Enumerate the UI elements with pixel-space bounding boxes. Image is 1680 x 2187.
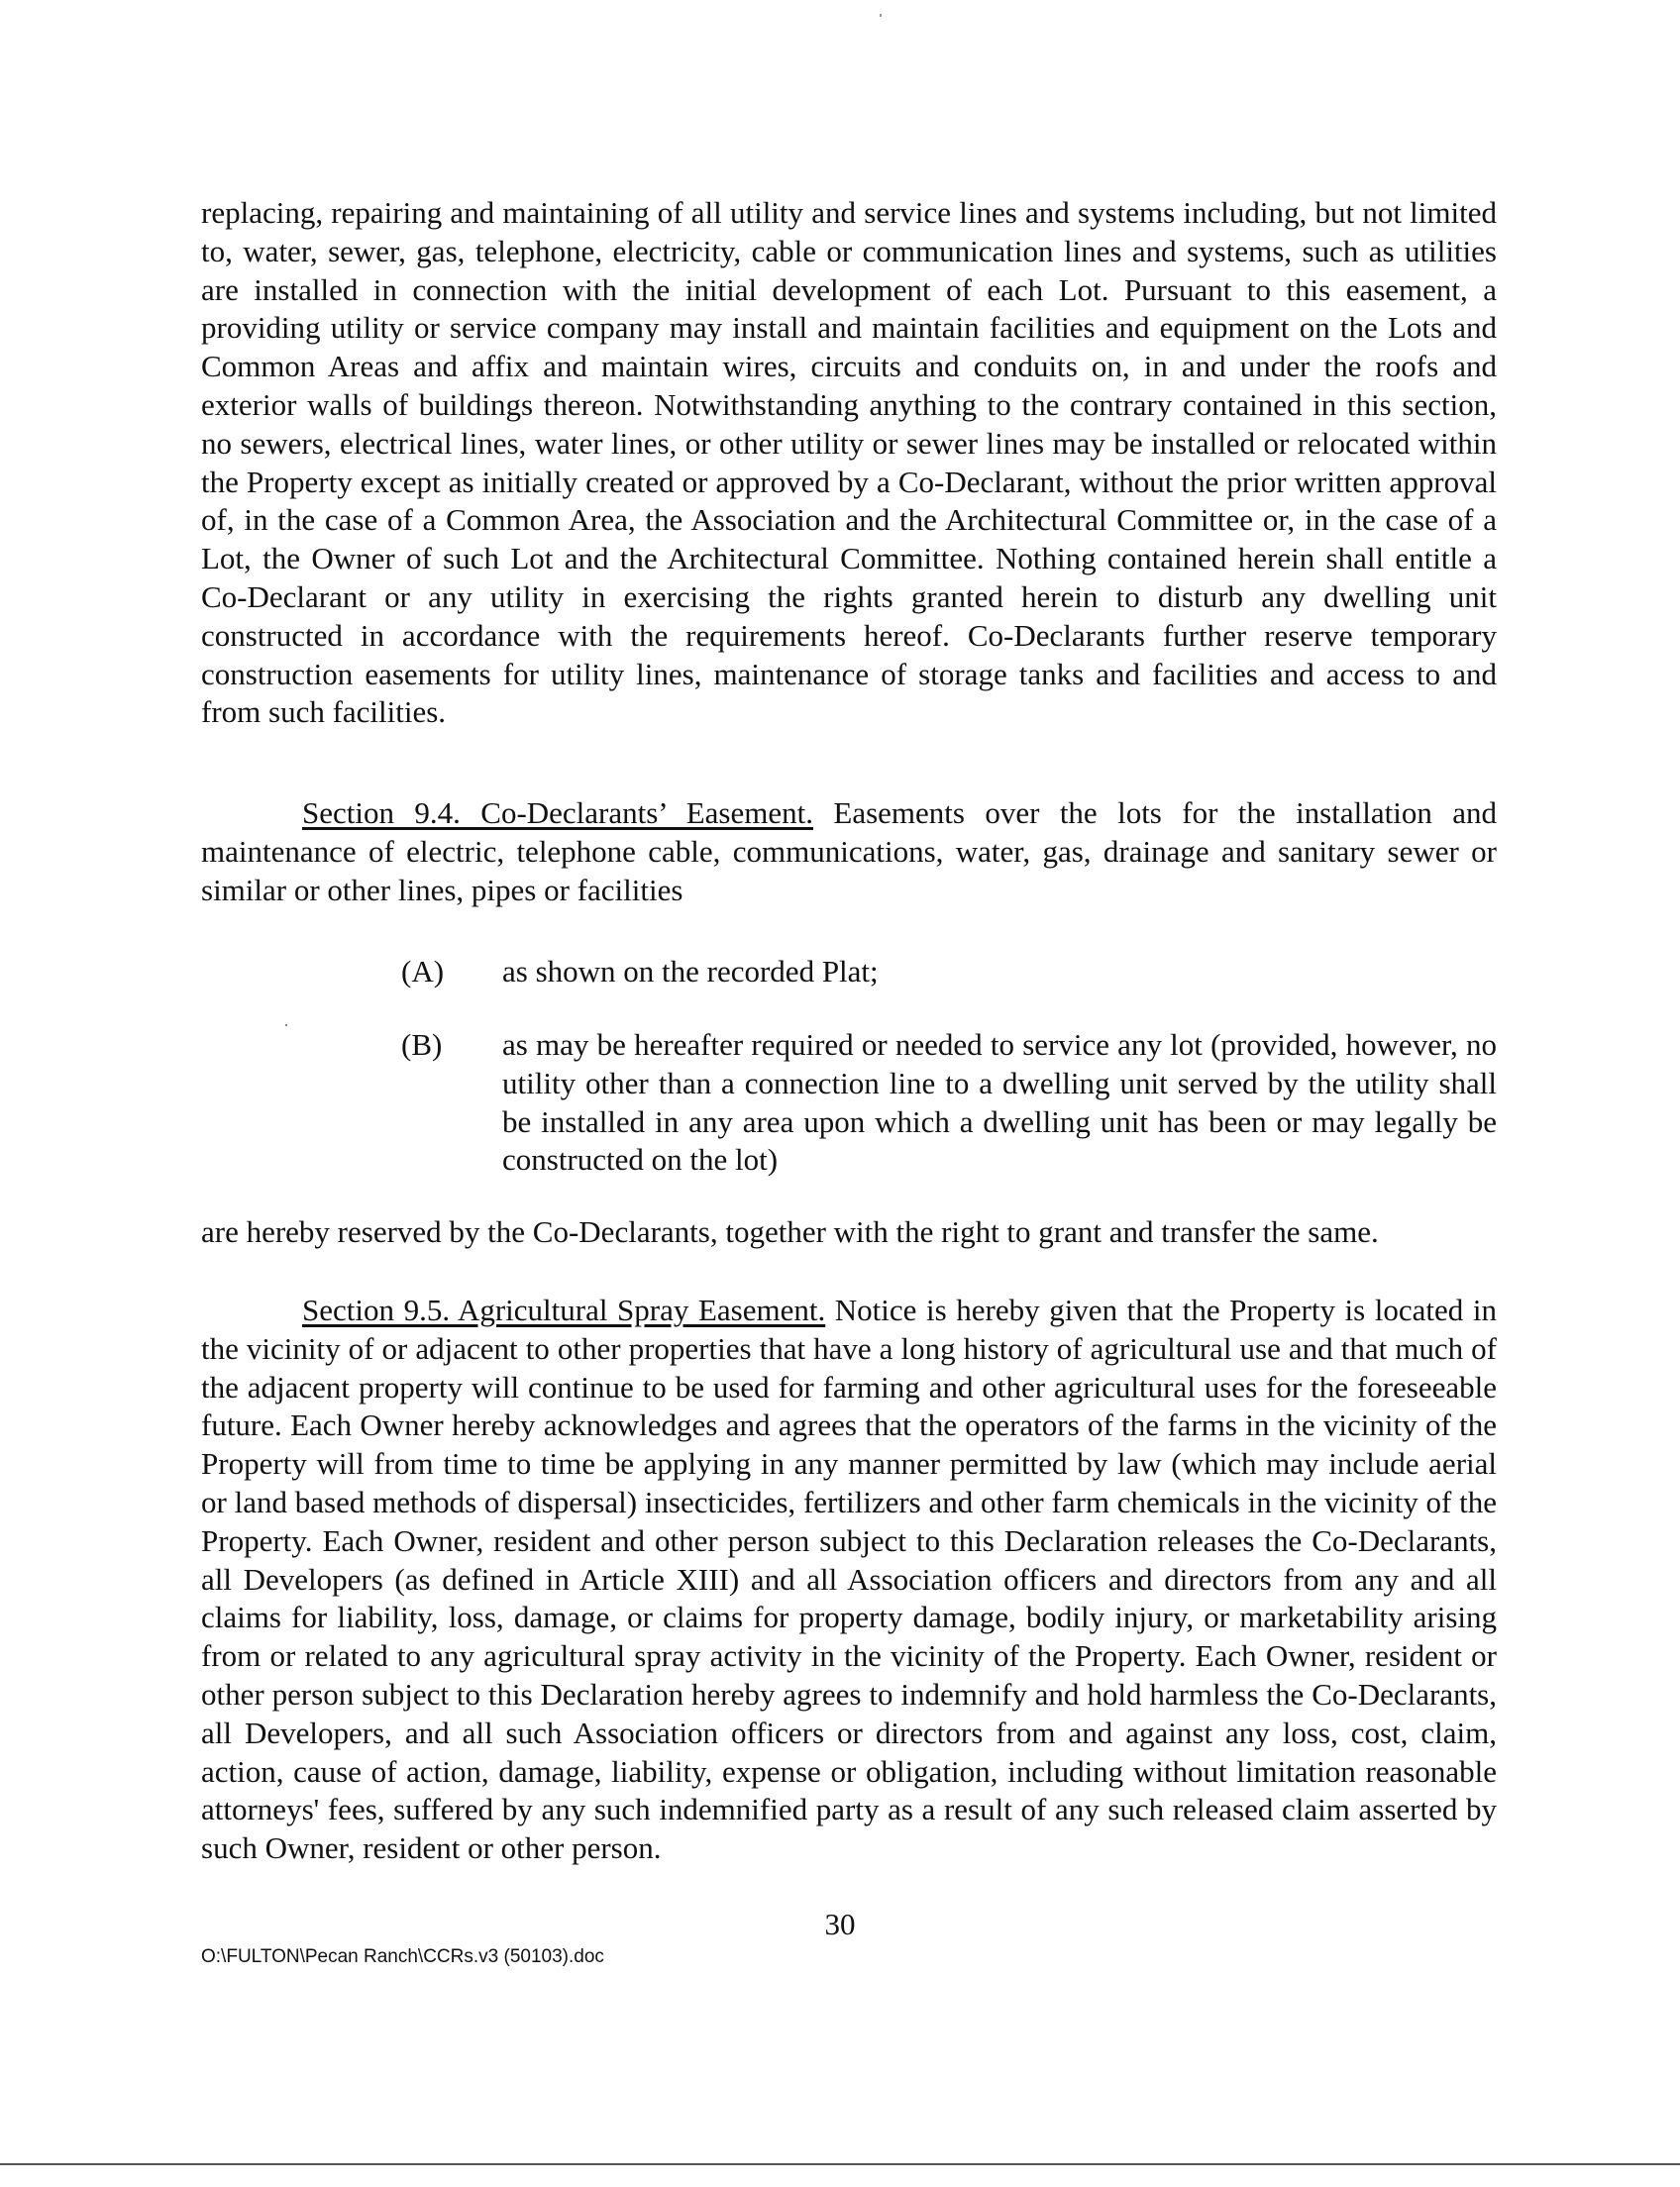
- continuation-paragraph: replacing, repairing and maintaining of all utility and service lines and systems including, but not limited to, water, sewer, gas, telephone, electricity, cable or communication lines and systems, such as utilities are installed in connection with the initial development of each Lot. Pursuant to this easement, a providing utility or service company may install and maintain facilities and equipment on the Lots and Common Areas and affix and maintain wires, circuits and conduits on, in and under the roofs and exterior walls of buildings thereon. Notwithstanding anything to the contrary contained in this section, no sewers, electrical lines, water lines, or other utility or sewer lines may be installed or relocated within the Property except as initially created or approved by a Co-Declarant, without the prior written approval of, in the case of a Common Area, the Association and the Architectural Committee or, in the case of a Lot, the Owner of such Lot and the Architectural Committee. Nothing contained herein shall entitle a Co-Declarant or any utility in exercising the rights granted herein to disturb any dwelling unit constructed in accordance with the requirements hereof. Co-Declarants further reserve temporary construction easements for utility lines, maintenance of storage tanks and facilities and access to and from such facilities.: [201, 195, 1497, 730]
- section-9-4-body: Easements over the lots for the installation and maintenance of electric, telephone cable, communications, water, gas, drainage and sanitary sewer or similar or other lines, pipes or facilities: [201, 795, 1497, 907]
- section-9-5-body: Notice is hereby given that the Property is located in the vicinity of or adjacent to other properties that have a long history of agricultural use and that much of the adjacent property will continue to be used for farming and other agricultural uses for the foreseeable future. Each Owner hereby acknowledges and agrees that the operators of the farms in the vicinity of the Property will from time to time be applying in any manner permitted by law (which may include aerial or land based methods of dispersal) insecticides, fertilizers and other farm chemicals in the vicinity of the Property. Each Owner, resident and other person subject to this Declaration releases the Co-Declarants, all Developers (as defined in Article XIII) and all Association officers and directors from any and all claims for liability, loss, damage, or claims for property damage, bodily injury, or marketability arising from or related to any agricultural spray activity in the vicinity of the Property. Each Owner, resident or other person subject to this Declaration hereby agrees to indemnify and hold harmless the Co-Declarants, all Developers, and all such Association officers or directors from and against any loss, cost, claim, action, cause of action, damage, liability, expense or obligation, including without limitation reasonable attorneys' fees, suffered by any such indemnified party as a result of any such released claim asserted by such Owner, resident or other person.: [201, 1293, 1497, 1866]
- section-9-5-heading: Section 9.5. Agricultural Spray Easement.: [302, 1293, 826, 1327]
- section-9-4-closing: are hereby reserved by the Co-Declarants, together with the right to grant and transfer the same.: [201, 1214, 1379, 1249]
- list-item-text: as shown on the recorded Plat;: [502, 954, 879, 989]
- section-9-4-heading: Section 9.4. Co-Declarants’ Easement.: [302, 795, 813, 830]
- bottom-scan-edge: [0, 2163, 1680, 2165]
- list-item-letter: (A): [401, 954, 445, 989]
- list-item-letter: (B): [401, 1027, 443, 1062]
- page-number: 30: [824, 1907, 856, 1941]
- scan-speck: [285, 1024, 287, 1026]
- scan-speck: [880, 14, 882, 17]
- list-item-text: as may be hereafter required or needed to service any lot (provided, however, no utility other than a connection line to a dwelling unit served by the utility shall be installed in any area upon which a dwelling unit has been or may legally be constructed on the lot): [502, 1027, 1497, 1178]
- section-9-4-paragraph: [201, 794, 1497, 909]
- section-9-5-paragraph: [201, 1292, 1497, 1868]
- footer-file-path: O:\FULTON\Pecan Ranch\CCRs.v3 (50103).doc: [201, 1946, 604, 1967]
